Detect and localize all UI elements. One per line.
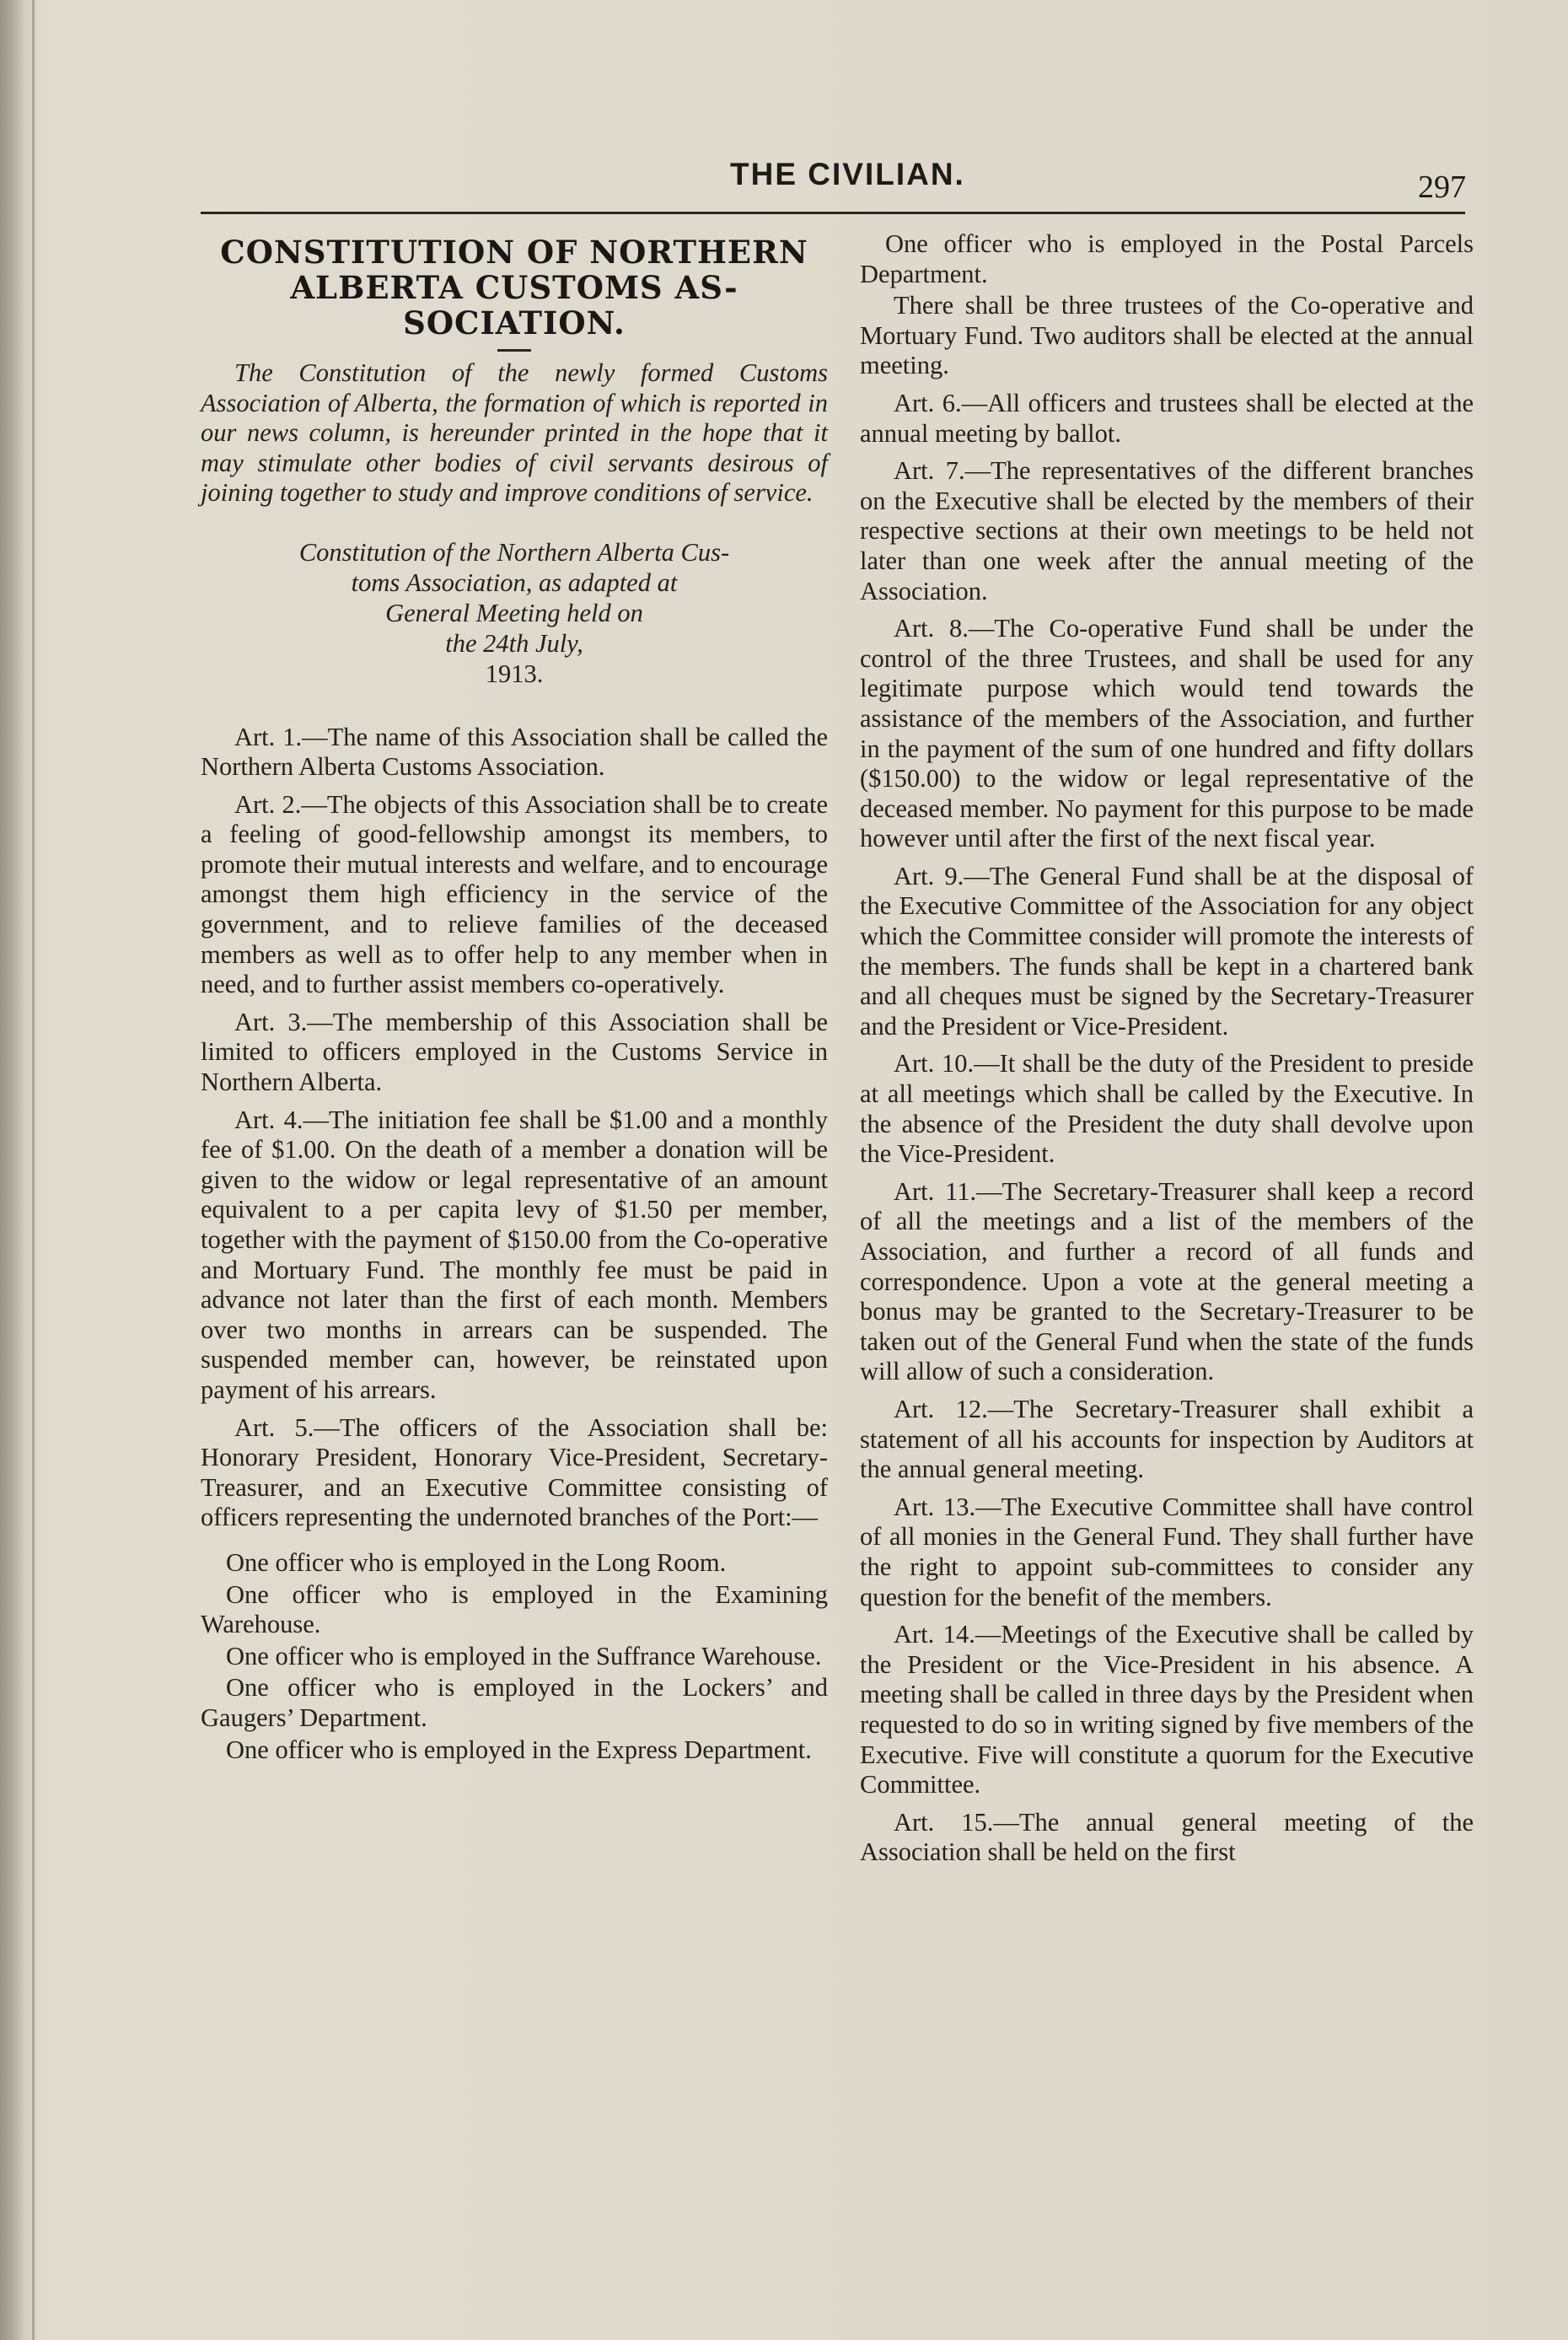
intro-paragraph: The Constitution of the newly formed Customs Association of Alberta, the formation of which is reported in our news column, is hereunder printed in the hope that it may stimulate other bodies of civil servants desirous of joining together to study and improve conditions of service. [201, 358, 828, 507]
article-paragraph: Art. 4.—The initiation fee shall be $1.00 and a monthly fee of $1.00. On the death of a member a donation will be given to the widow or legal representative of an amount equivalent to a per capita levy of $1.50 per member, together with the payment of $150.00 from the Co-operative and Mortuary Fund. The monthly fee must be paid in advance not later than the first of each month. Members over two months in arrears can be suspended. The suspended member can, however, be reinstated upon payment of his arrears. [201, 1105, 828, 1404]
headline-line: SOCIATION. [403, 304, 626, 342]
article-paragraph: Art. 1.—The name of this Association shall be called the Northern Alberta Customs Association. [201, 722, 828, 782]
article-paragraph: Art. 6.—All officers and trustees shall be elected at the annual meeting by ballot. [860, 388, 1474, 448]
left-column [201, 229, 828, 1767]
article-paragraph: Art. 3.—The membership of this Association shall be limited to officers employed in the Customs Service in Northern Alberta. [201, 1007, 828, 1097]
binding-edge [32, 0, 35, 2340]
running-head: THE CIVILIAN. [730, 157, 965, 191]
binding-shadow [0, 0, 25, 2340]
header-rule [201, 212, 1465, 214]
article-paragraph: Art. 8.—The Co-operative Fund shall be under the control of the three Trustees, and shall be used for any legitimate purpose which would tend towards the assistance of the members of the Association, and further in the payment of the sum of one hundred and fifty dollars ($150.00) to the widow or legal representative of the deceased member. No payment for this purpose to be made however until after the first of the next fiscal year. [860, 614, 1474, 853]
officer-line: One officer who is employed in the Lockers’ and Gaugers’ Department. [201, 1673, 828, 1732]
article-paragraph: Art. 11.—The Secretary-Treasurer shall keep a record of all the meetings and a list of the members of the Association, and further a record of all funds and correspondence. Upon a vote at the general meeting a bonus may be granted to the Secretary-Treasurer to be taken out of the General Fund when the state of the funds will allow of such a consideration. [860, 1176, 1474, 1386]
constitution-title-line: toms Association, as adapted at [351, 568, 678, 597]
constitution-title [201, 537, 828, 689]
article-paragraph: Art. 12.—The Secretary-Treasurer shall exhibit a statement of all his accounts for inspection by Auditors at the annual general meeting. [860, 1394, 1474, 1484]
article-paragraph: There shall be three trustees of the Co-operative and Mortuary Fund. Two auditors shall be elected at the annual meeting. [860, 291, 1474, 380]
officer-line: One officer who is employed in the Postal Parcels Department. [860, 229, 1474, 288]
page-number: 297 [1418, 169, 1466, 205]
officer-line: One officer who is employed in the Examining Warehouse. [201, 1579, 828, 1639]
headline-line: CONSTITUTION OF NORTHERN [220, 234, 808, 271]
article-paragraph: Art. 10.—It shall be the duty of the President to preside at all meetings which shall be called by the Executive. In the absence of the President the duty shall devolve upon the Vice-President. [860, 1049, 1474, 1169]
article-paragraph: Art. 2.—The objects of this Association shall be to create a feeling of good-fellowship amongst its members, to promote their mutual interests and welfare, and to encourage amongst them high efficiency in the service of the government, and to relieve families of the deceased members as well as to offer help to any member when in need, and to further assist members co-operatively. [201, 789, 828, 999]
constitution-year: 1913. [485, 659, 544, 688]
officer-line: One officer who is employed in the Long Room. [226, 1547, 727, 1577]
officer-line: One officer who is employed in the Suffrance Warehouse. [226, 1641, 822, 1670]
constitution-title-line: General Meeting held on [385, 598, 643, 627]
article-paragraph: Art. 9.—The General Fund shall be at the disposal of the Executive Committee of the Association for any object which the Committee consider will promote the interests of the members. The funds shall be kept in a chartered bank and all cheques must be signed by the Secretary-Treasurer and the President or Vice-President. [860, 861, 1474, 1041]
article-headline [201, 234, 828, 341]
article-paragraph: Art. 14.—Meetings of the Executive shall be called by the President or the Vice-President in his absence. A meeting shall be called in three days by the President when requested to do so in writing signed by five members of the Executive. Five will constitute a quorum for the Executive Committee. [860, 1620, 1474, 1799]
article-paragraph: Art. 15.—The annual general meeting of the Association shall be held on the first [860, 1807, 1474, 1867]
article-paragraph: Art. 7.—The representatives of the different branches on the Executive shall be elected by the members of their respective sections at their own meetings to be held not later than one week after the annual meeting of the Association. [860, 456, 1474, 605]
article-paragraph: Art. 5.—The officers of the Association shall be: Honorary President, Honorary Vice-President, Secretary-Treasurer, and an Executive Committee consisting of officers representing the undernoted branches of the Port:— [201, 1412, 828, 1532]
constitution-title-line: the 24th July, [445, 628, 583, 658]
officer-line: One officer who is employed in the Express Department. [226, 1735, 812, 1764]
article-paragraph: Art. 13.—The Executive Committee shall have control of all monies in the General Fund. They shall further have the right to appoint sub-committees to consider any question for the benefit of the members. [860, 1492, 1474, 1611]
constitution-title-line: Constitution of the Northern Alberta Cus- [298, 537, 730, 567]
headline-rule [497, 349, 531, 352]
right-column [860, 229, 1474, 1875]
headline-line: ALBERTA CUSTOMS AS- [290, 269, 738, 306]
